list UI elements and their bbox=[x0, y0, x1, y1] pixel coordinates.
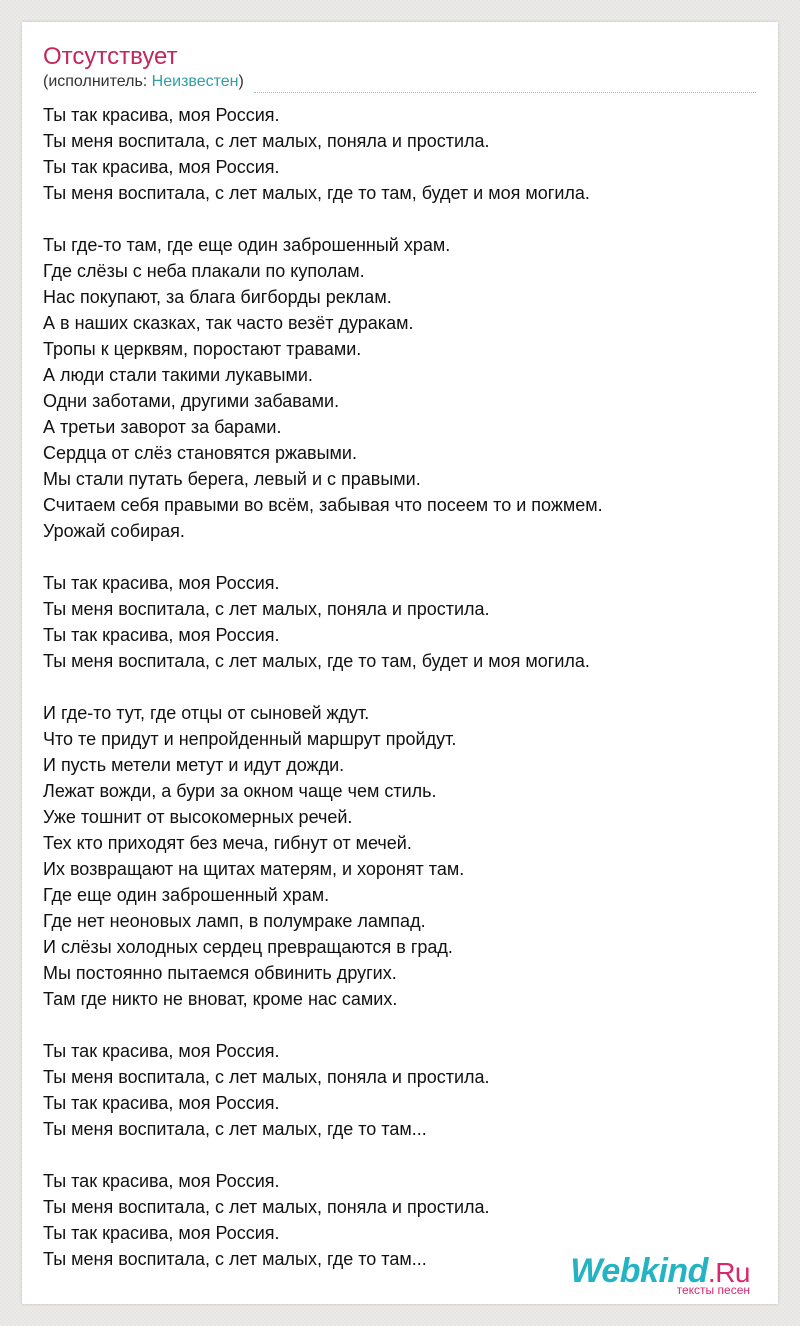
lyric-line: Тропы к церквям, поростают травами. bbox=[43, 339, 362, 359]
lyric-line: Ты меня воспитала, с лет малых, поняла и простила. bbox=[43, 599, 490, 619]
artist-prefix: (исполнитель: bbox=[43, 73, 152, 90]
artist-link[interactable]: Неизвестен bbox=[151, 73, 239, 90]
stanza bbox=[43, 102, 763, 206]
lyric-line: Считаем себя правыми во всём, забывая что посеем то и пожмем. bbox=[43, 495, 603, 515]
lyric-line: Нас покупают, за блага бигборды реклам. bbox=[43, 287, 392, 307]
stanza bbox=[43, 232, 763, 544]
lyric-line: Сердца от слёз становятся ржавыми. bbox=[43, 443, 357, 463]
lyric-line: А люди стали такими лукавыми. bbox=[43, 365, 313, 385]
lyric-line: Ты меня воспитала, с лет малых, где то там... bbox=[43, 1249, 427, 1269]
lyric-line: Ты так красива, моя Россия. bbox=[43, 1171, 280, 1191]
lyric-line: Мы стали путать берега, левый и с правыми. bbox=[43, 469, 421, 489]
lyric-line: Их возвращают на щитах матерям, и хоронят там. bbox=[43, 859, 465, 879]
lyric-line: Ты меня воспитала, с лет малых, поняла и простила. bbox=[43, 1197, 490, 1217]
lyric-line: Ты так красива, моя Россия. bbox=[43, 105, 280, 125]
lyric-line: Ты где-то там, где еще один заброшенный храм. bbox=[43, 235, 451, 255]
artist-suffix: ) bbox=[238, 73, 244, 90]
site-logo[interactable] bbox=[560, 1252, 750, 1297]
stanza bbox=[43, 1038, 763, 1142]
lyric-line: Там где никто не вноват, кроме нас самих. bbox=[43, 989, 398, 1009]
lyric-line: Ты меня воспитала, с лет малых, где то там... bbox=[43, 1119, 427, 1139]
lyric-line: Урожай собирая. bbox=[43, 521, 185, 541]
lyric-line: Тех кто приходят без меча, гибнут от мечей. bbox=[43, 833, 412, 853]
lyric-line: Где нет неоновых ламп, в полумраке лампад. bbox=[43, 911, 426, 931]
lyric-line: И слёзы холодных сердец превращаются в град. bbox=[43, 937, 453, 957]
logo-tld: .Ru bbox=[707, 1257, 750, 1288]
artist-line bbox=[43, 72, 244, 92]
lyric-line: Мы постоянно пытаемся обвинить других. bbox=[43, 963, 397, 983]
lyric-line: И пусть метели метут и идут дожди. bbox=[43, 755, 345, 775]
lyric-line: Ты так красива, моя Россия. bbox=[43, 1223, 280, 1243]
lyric-line: Ты меня воспитала, с лет малых, поняла и простила. bbox=[43, 131, 490, 151]
lyric-line: Ты так красива, моя Россия. bbox=[43, 625, 280, 645]
stanza bbox=[43, 700, 763, 1012]
lyric-line: Где еще один заброшенный храм. bbox=[43, 885, 330, 905]
lyric-line: Где слёзы с неба плакали по куполам. bbox=[43, 261, 365, 281]
logo-tagline: тексты песен bbox=[676, 1283, 750, 1297]
lyric-line: А третьи заворот за барами. bbox=[43, 417, 282, 437]
lyric-line: Лежат вожди, а бури за окном чаще чем стиль. bbox=[43, 781, 437, 801]
lyric-line: А в наших сказках, так часто везёт дуракам. bbox=[43, 313, 414, 333]
logo-main: Webkind bbox=[570, 1252, 708, 1290]
lyric-line: Ты меня воспитала, с лет малых, поняла и простила. bbox=[43, 1067, 490, 1087]
lyric-line: Ты так красива, моя Россия. bbox=[43, 573, 280, 593]
stanza bbox=[43, 570, 763, 674]
song-title: Отсутствует bbox=[43, 43, 178, 70]
lyric-line: Одни заботами, другими забавами. bbox=[43, 391, 340, 411]
lyric-line: И где-то тут, где отцы от сыновей ждут. bbox=[43, 703, 370, 723]
lyric-line: Ты так красива, моя Россия. bbox=[43, 1093, 280, 1113]
lyric-line: Ты меня воспитала, с лет малых, где то там, будет и моя могила. bbox=[43, 651, 590, 671]
lyric-line: Ты так красива, моя Россия. bbox=[43, 1041, 280, 1061]
lyric-line: Ты так красива, моя Россия. bbox=[43, 157, 280, 177]
lyrics-text bbox=[43, 102, 763, 1298]
lyric-line: Уже тошнит от высокомерных речей. bbox=[43, 807, 353, 827]
header-divider bbox=[254, 92, 756, 93]
lyrics-card bbox=[22, 22, 778, 1304]
lyric-line: Что те придут и непройденный маршрут пройдут. bbox=[43, 729, 457, 749]
lyric-line: Ты меня воспитала, с лет малых, где то там, будет и моя могила. bbox=[43, 183, 590, 203]
